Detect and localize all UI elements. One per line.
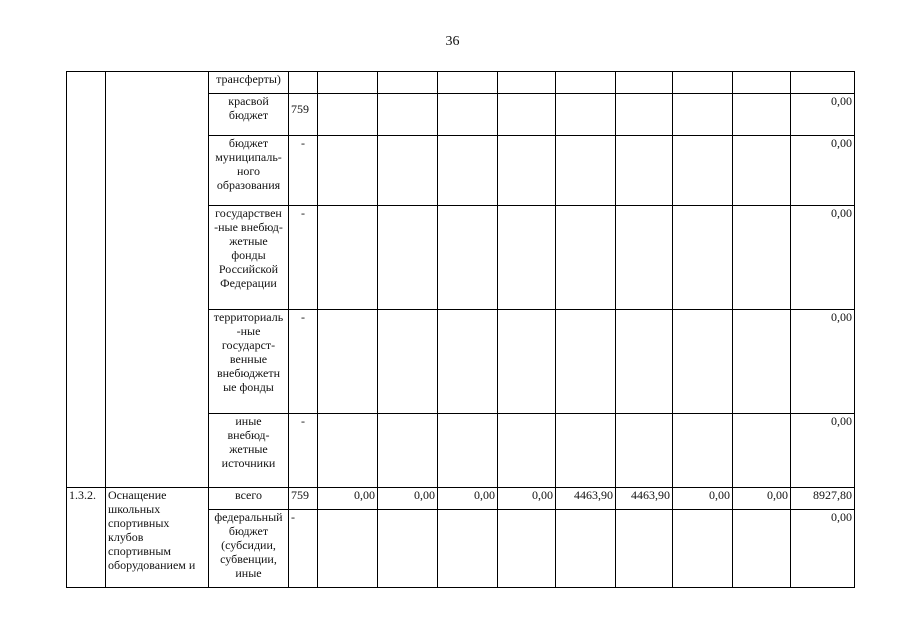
value-cell bbox=[318, 510, 378, 588]
total-cell: 0,00 bbox=[791, 94, 855, 136]
code-cell: - bbox=[289, 310, 318, 414]
code-cell: - bbox=[289, 136, 318, 206]
total-cell: 0,00 bbox=[791, 206, 855, 310]
code-cell: 759 bbox=[289, 94, 318, 136]
value-cell: 4463,90 bbox=[616, 488, 673, 510]
code-cell: - bbox=[289, 414, 318, 488]
page-number: 36 bbox=[445, 34, 460, 49]
value-cell bbox=[378, 510, 438, 588]
table-row bbox=[67, 72, 855, 94]
source-cell: бюджет муниципаль- ного образования bbox=[209, 136, 289, 206]
value-cell bbox=[498, 510, 556, 588]
source-cell: всего bbox=[209, 488, 289, 510]
value-cell bbox=[438, 510, 498, 588]
value-cell: 4463,90 bbox=[556, 488, 616, 510]
code-cell: 759 bbox=[289, 488, 318, 510]
value-cell: 0,00 bbox=[438, 488, 498, 510]
total-cell: 0,00 bbox=[791, 510, 855, 588]
code-cell bbox=[289, 72, 318, 94]
source-cell: федеральный бюджет (субсидии, субвенции, иные bbox=[209, 510, 289, 588]
source-cell: трансферты) bbox=[209, 72, 289, 94]
item-name-cell bbox=[106, 72, 209, 488]
total-cell: 0,00 bbox=[791, 136, 855, 206]
source-cell: иные внебюд- жетные источники bbox=[209, 414, 289, 488]
value-cell: 0,00 bbox=[318, 488, 378, 510]
item-name: Оснащение школьных спортивных клубов спортивным оборудованием и bbox=[106, 488, 209, 588]
total-cell bbox=[791, 72, 855, 94]
value-cell: 0,00 bbox=[498, 488, 556, 510]
budget-table bbox=[66, 71, 855, 588]
code-cell: - bbox=[289, 510, 318, 588]
value-cell bbox=[616, 510, 673, 588]
value-cell bbox=[673, 510, 733, 588]
value-cell: 0,00 bbox=[733, 488, 791, 510]
source-cell: территориаль -ные государст- венные внебюджетн ые фонды bbox=[209, 310, 289, 414]
value-cell: 0,00 bbox=[673, 488, 733, 510]
source-cell: государствен -ные внебюд- жетные фонды Российской Федерации bbox=[209, 206, 289, 310]
value-cell bbox=[733, 510, 791, 588]
value-cell: 0,00 bbox=[378, 488, 438, 510]
code-cell: - bbox=[289, 206, 318, 310]
total-cell: 0,00 bbox=[791, 310, 855, 414]
total-cell: 0,00 bbox=[791, 414, 855, 488]
source-cell: красвой бюджет bbox=[209, 94, 289, 136]
value-cell bbox=[556, 510, 616, 588]
item-number: 1.3.2. bbox=[67, 488, 106, 588]
table-row bbox=[67, 488, 855, 510]
total-cell: 8927,80 bbox=[791, 488, 855, 510]
item-number-cell bbox=[67, 72, 106, 488]
